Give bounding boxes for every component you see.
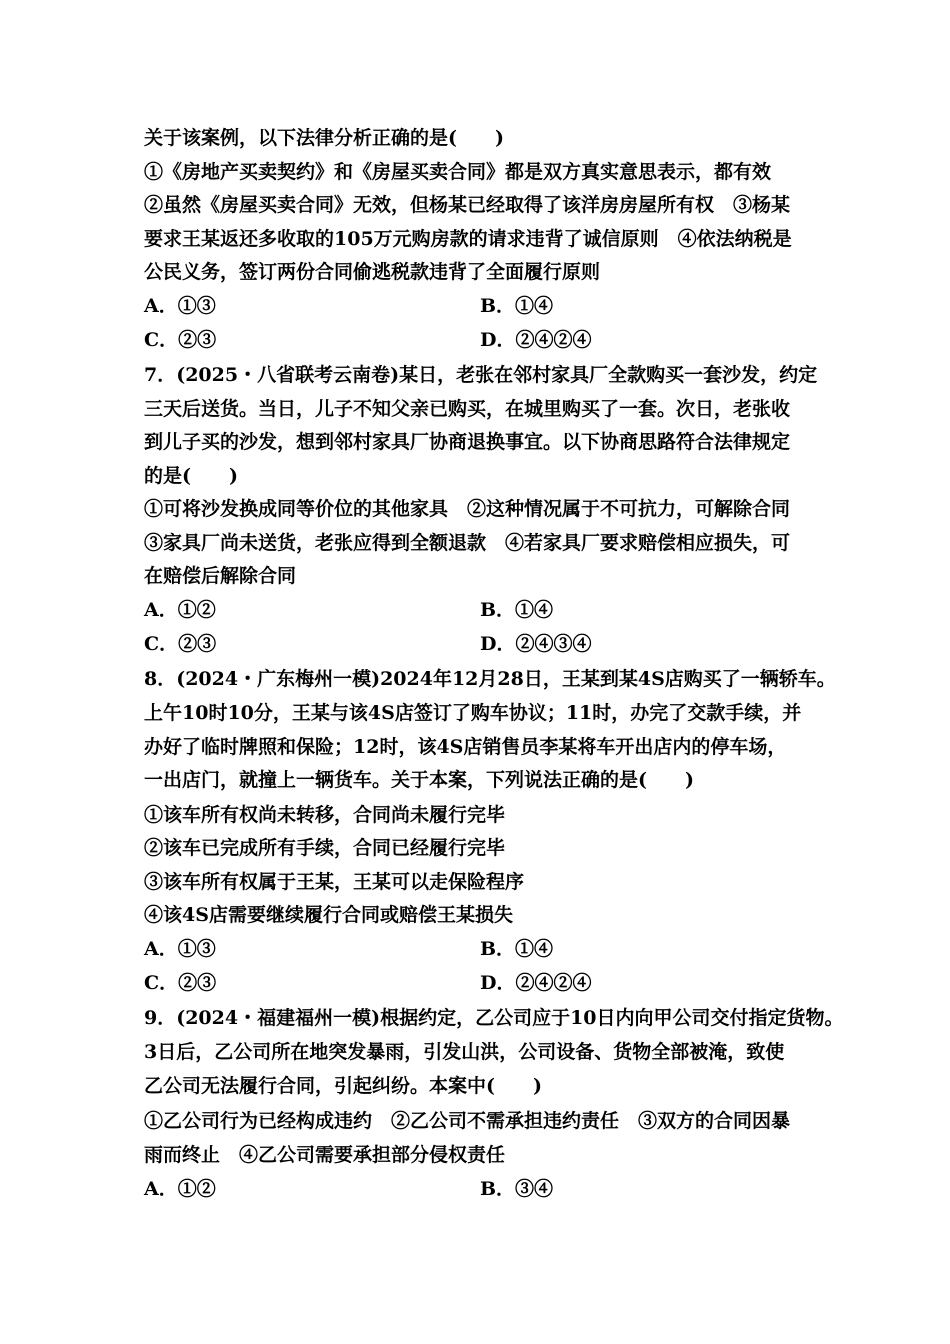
- q8-statement-1: ①该车所有权尚未转移，合同尚未履行完毕: [144, 804, 506, 826]
- q7-stem-line-3: 到儿子买的沙发，想到邻村家具厂协商退换事宜。以下协商思路符合法律规定: [144, 431, 791, 453]
- q9-option-a: A．①②: [144, 1178, 216, 1200]
- q8-option-c: C．②③: [144, 972, 217, 994]
- q7-statement-line-3: 在赔偿后解除合同: [144, 565, 297, 587]
- q7-option-b: B．①④: [480, 599, 554, 621]
- q7-option-d: D．②④③④: [480, 633, 592, 655]
- q8-statement-2: ②该车已完成所有手续，合同已经履行完毕: [144, 837, 506, 859]
- q8-statement-4: ④该4S店需要继续履行合同或赔偿王某损失: [144, 904, 513, 926]
- q9-option-b: B．③④: [480, 1178, 554, 1200]
- q7-option-a: A．①②: [144, 599, 216, 621]
- q6-statement-line-2: ②虽然《房屋买卖合同》无效，但杨某已经取得了该洋房房屋所有权 ③杨某: [144, 194, 791, 216]
- q9-stem-line-2: 3日后，乙公司所在地突发暴雨，引发山洪，公司设备、货物全部被淹，致使: [144, 1041, 785, 1063]
- q6-option-b: B．①④: [480, 295, 554, 317]
- q9-stem-line-3: 乙公司无法履行合同，引起纠纷。本案中( ): [144, 1075, 542, 1097]
- q6-statement-line-1: ①《房地产买卖契约》和《房屋买卖合同》都是双方真实意思表示，都有效: [144, 161, 772, 183]
- q9-statement-line-2: 雨而终止 ④乙公司需要承担部分侵权责任: [144, 1144, 506, 1166]
- q6-stem-end: 关于该案例，以下法律分析正确的是( ): [144, 127, 504, 149]
- q9-statement-line-1: ①乙公司行为已经构成违约 ②乙公司不需承担违约责任 ③双方的合同因暴: [144, 1110, 791, 1132]
- q6-option-c: C．②③: [144, 329, 217, 351]
- q8-stem-line-3: 办好了临时牌照和保险；12时，该4S店销售员李某将车开出店内的停车场，: [144, 736, 787, 758]
- q8-option-a: A．①③: [144, 938, 216, 960]
- q7-statement-line-1: ①可将沙发换成同等价位的其他家具 ②这种情况属于不可抗力，可解除合同: [144, 498, 791, 520]
- q9-stem-line-1: 9．(2024・福建福州一模)根据约定，乙公司应于10日内向甲公司交付指定货物。: [144, 1007, 844, 1029]
- q7-statement-line-2: ③家具厂尚未送货，老张应得到全额退款 ④若家具厂要求赔偿相应损失，可: [144, 532, 791, 554]
- q8-stem-line-2: 上午10时10分，王某与该4S店签订了购车协议；11时，办完了交款手续，并: [144, 702, 802, 724]
- q8-option-b: B．①④: [480, 938, 554, 960]
- q7-stem-line-1: 7．(2025・八省联考云南卷)某日，老张在邻村家具厂全款购买一套沙发，约定: [144, 364, 818, 386]
- q6-option-d: D．②④②④: [480, 329, 592, 351]
- q7-option-c: C．②③: [144, 633, 217, 655]
- q8-statement-3: ③该车所有权属于王某，王某可以走保险程序: [144, 871, 525, 893]
- q8-stem-line-1: 8．(2024・广东梅州一模)2024年12月28日，王某到某4S店购买了一辆轿车。: [144, 668, 836, 690]
- q6-option-a: A．①③: [144, 295, 216, 317]
- q8-stem-line-4: 一出店门，就撞上一辆货车。关于本案，下列说法正确的是( ): [144, 769, 694, 791]
- q8-option-d: D．②④②④: [480, 972, 592, 994]
- q6-statement-line-4: 公民义务，签订两份合同偷逃税款违背了全面履行原则: [144, 261, 601, 283]
- q7-stem-line-2: 三天后送货。当日，儿子不知父亲已购买，在城里购买了一套。次日，老张收: [144, 398, 791, 420]
- q6-statement-line-3: 要求王某返还多收取的105万元购房款的请求违背了诚信原则 ④依法纳税是: [144, 228, 792, 250]
- q7-stem-line-4: 的是( ): [144, 465, 238, 487]
